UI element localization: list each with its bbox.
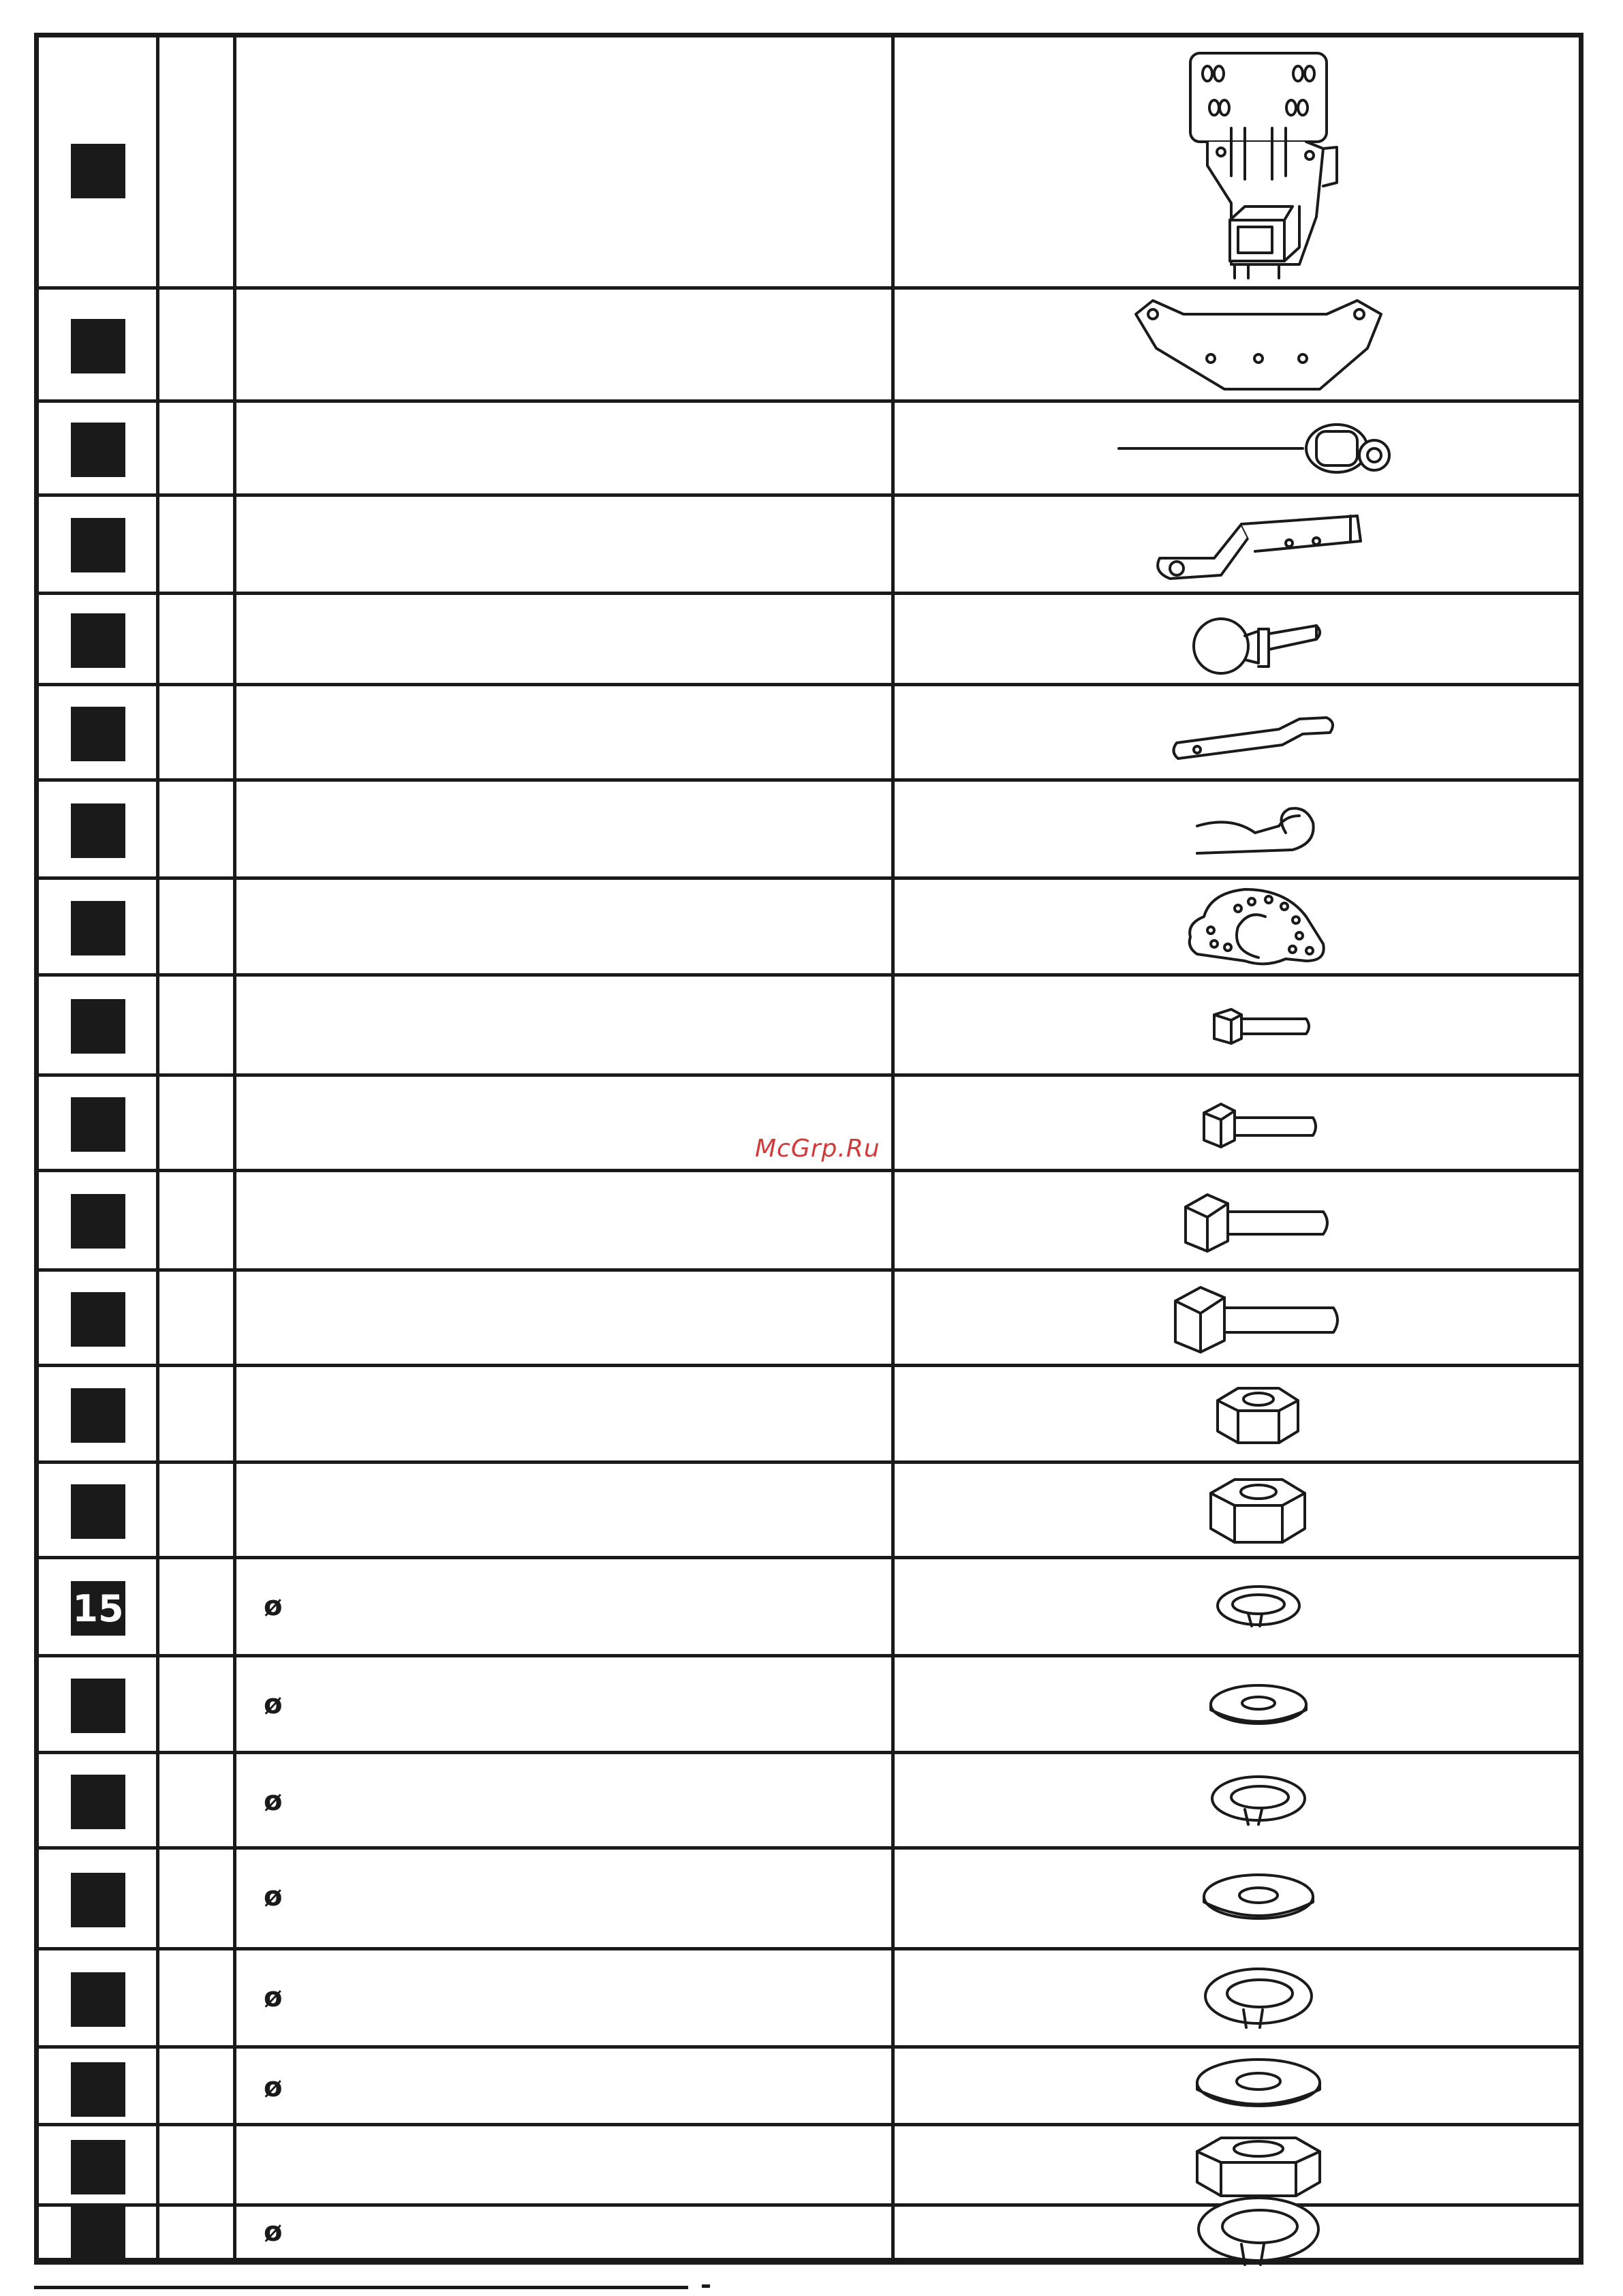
part-number-badge (71, 1873, 125, 1927)
diameter-symbol: ø (264, 1689, 283, 1720)
spring-washer-medium-icon (931, 1754, 1586, 1846)
diameter-symbol: ø (264, 1982, 283, 2013)
r-clip-icon (931, 782, 1586, 876)
watermark: McGrp.Ru (755, 1135, 880, 1163)
table-row (39, 1464, 1579, 1559)
table-row (39, 1559, 1579, 1657)
part-number-badge (71, 613, 125, 668)
part-number-badge (71, 707, 125, 761)
tow-ball-icon (931, 595, 1586, 683)
diameter-symbol: ø (264, 1591, 283, 1622)
table-row (39, 977, 1579, 1077)
socket-plate-icon (931, 880, 1586, 973)
table-row (39, 782, 1579, 880)
table-row (39, 1950, 1579, 2049)
column-divider-1 (156, 37, 159, 2260)
bolt-small-icon (931, 977, 1586, 1073)
table-row (39, 403, 1579, 497)
table-row (39, 37, 1579, 290)
table-row (39, 1657, 1579, 1754)
table-row (39, 2049, 1579, 2126)
table-row (39, 2207, 1579, 2261)
diameter-symbol: ø (264, 1881, 283, 1912)
part-number-badge: 15 (71, 1581, 125, 1636)
spring-washer-small-icon (931, 1559, 1586, 1654)
table-row (39, 880, 1579, 977)
table-row (39, 1367, 1579, 1464)
bolt-medium-icon (931, 1077, 1586, 1169)
footer-mark (702, 2284, 710, 2288)
column-divider-3 (891, 37, 895, 2260)
diameter-symbol: ø (264, 2216, 283, 2248)
diameter-symbol: ø (264, 1786, 283, 1817)
part-number-badge (71, 1679, 125, 1733)
table-row (39, 686, 1579, 782)
hitch-pin-icon (931, 686, 1586, 778)
mounting-plate-icon (931, 290, 1586, 399)
flat-washer-medium-icon (931, 1850, 1586, 1947)
part-number-badge (71, 319, 125, 373)
nut-medium-icon (931, 1464, 1586, 1556)
table-row (39, 1754, 1579, 1850)
part-number-badge (71, 2207, 125, 2259)
part-number-badge (71, 423, 125, 477)
lock-pin-icon (931, 403, 1586, 493)
part-number-badge (71, 1484, 125, 1539)
flat-washer-large-icon (931, 2049, 1586, 2123)
bolt-large-icon (931, 1172, 1586, 1268)
part-number-badge (71, 2140, 125, 2194)
part-number-badge (71, 518, 125, 572)
part-number-badge (71, 1775, 125, 1829)
diameter-symbol: ø (264, 2072, 283, 2103)
flat-washer-small-icon (931, 1657, 1586, 1751)
part-number-badge (71, 2062, 125, 2117)
hitch-receiver-bracket-icon (931, 37, 1586, 286)
part-number-badge (71, 1972, 125, 2027)
ball-mount-icon (931, 497, 1586, 592)
part-number-badge (71, 1388, 125, 1443)
table-row (39, 290, 1579, 403)
spring-washer-large-icon (931, 1950, 1586, 2045)
table-row (39, 1272, 1579, 1367)
bolt-xlarge-icon (931, 1272, 1586, 1364)
spring-washer-xlarge-icon (931, 2179, 1586, 2282)
table-row (39, 1172, 1579, 1272)
table-row (39, 497, 1579, 595)
part-number-badge (71, 999, 125, 1054)
part-number-badge (71, 803, 125, 858)
part-number-badge (71, 901, 125, 955)
footer-rule (34, 2286, 688, 2289)
nut-small-icon (931, 1367, 1586, 1460)
part-number-badge (71, 1194, 125, 1249)
part-number-badge (71, 1292, 125, 1347)
part-number-badge (71, 144, 125, 198)
column-divider-2 (233, 37, 236, 2260)
table-row (39, 1850, 1579, 1950)
part-number-badge (71, 1097, 125, 1152)
table-row (39, 595, 1579, 686)
